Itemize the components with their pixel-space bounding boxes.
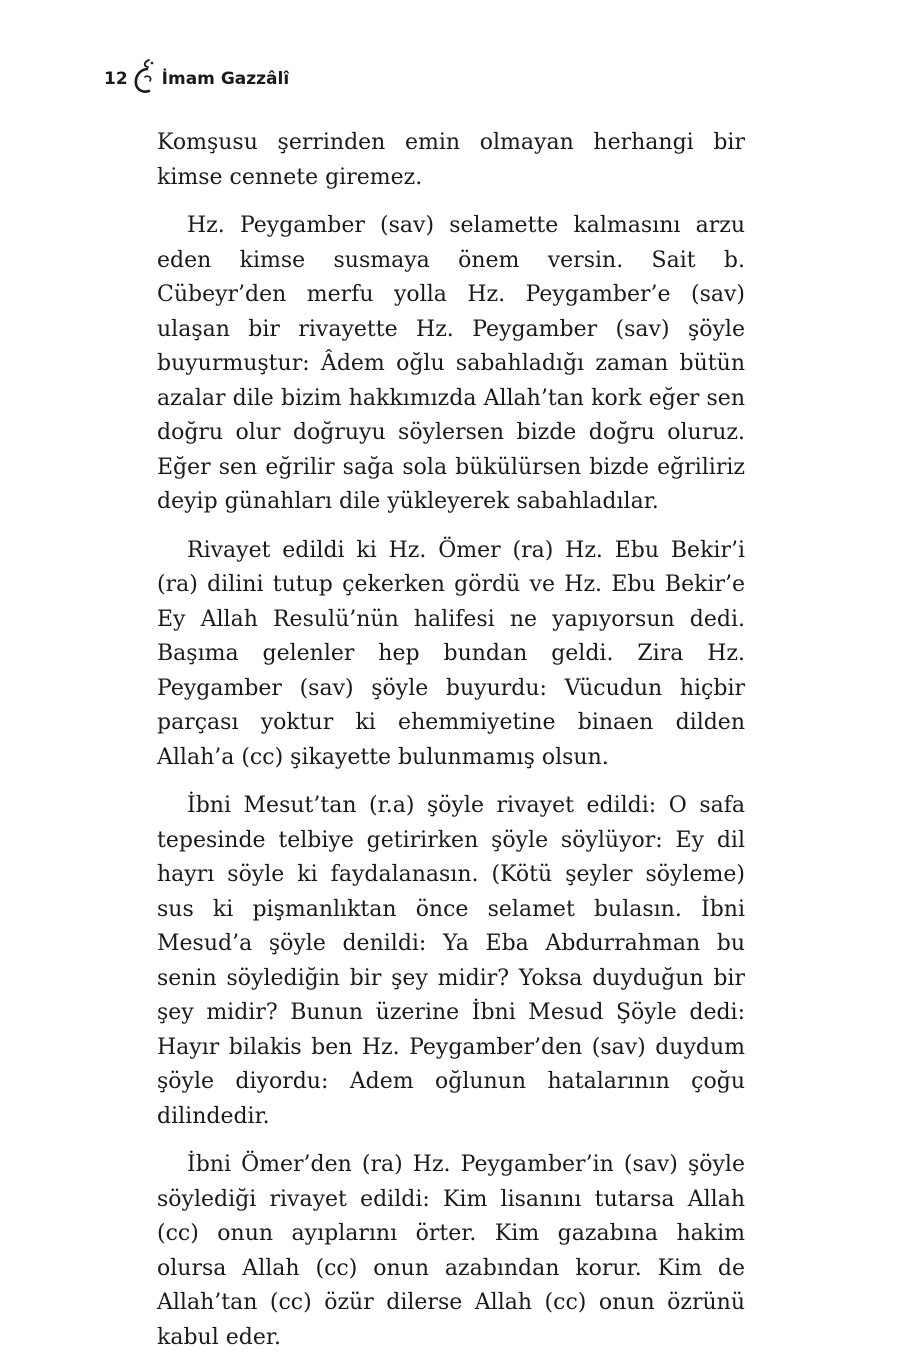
running-header [104,56,289,96]
paragraph-3: Rivayet edildi ki Hz. Ömer (ra) Hz. Ebu Bekir’i (ra) dilini tutup çekerken gördü ve Hz. Ebu Bekir’e Ey Allah Resulü’nün halifesi ne yapıyorsun dedi. Başıma gelenler hep bundan geldi. Zira Hz. Peygamber (sav) şöyle buyurdu: Vücudun hiçbir parçası yoktur ki ehemmiyetine binaen dilden Allah’a (cc) şikayette bulunmamış olsun. [157,537,745,770]
book-title: İmam Gazzâlî [161,69,290,89]
paragraph-2: Hz. Peygamber (sav) selamette kalmasını arzu eden kimse susmaya önem versin. Sait b. Cübeyr’den merfu yolla Hz. Peygamber’e (sav) ulaşan bir rivayette Hz. Peygamber (sav) şöyle buyurmuştur: Âdem oğlu sabahladığı zaman bütün azalar dile bizim hakkımızda Allah’tan kork eğer sen doğru olur doğruyu söylersen bizde doğru oluruz. Eğer sen eğrilir sağa sola bükülürsen bizde eğriliriz deyip günahları dile yükleyerek sabahladılar. [157,213,745,514]
paragraph-1: Komşusu şerrinden emin olmayan herhangi bir kimse cennete giremez. [157,130,745,190]
calligraphy-ornament-icon [130,56,160,96]
page-body [157,126,745,1369]
paragraph-4: İbni Mesut’tan (r.a) şöyle rivayet edildi: O safa tepesinde telbiye getirirken şöyle söylüyor: Ey dil hayrı söyle ki faydalanasın. (Kötü şeyler söyleme) sus ki pişmanlıktan önce selamet bulasın. İbni Mesud’a şöyle denildi: Ya Eba Abdurrahman bu senin söylediğin bir şey midir? Yoksa duyduğun bir şey midir? Bunun üzerine İbni Mesud Şöyle dedi: Hayır bilakis ben Hz. Peygamber’den (sav) duydum şöyle diyordu: Adem oğlunun hatalarının çoğu dilindedir. [157,793,745,1129]
paragraph-5: İbni Ömer’den (ra) Hz. Peygamber’in (sav) şöyle söylediği rivayet edildi: Kim lisanını tutarsa Allah (cc) onun ayıplarını örter. Kim gazabına hakim olursa Allah (cc) onun azabından korur. Kim de Allah’tan (cc) özür dilerse Allah (cc) onun özrünü kabul eder. [157,1152,745,1350]
page-number: 12 [104,69,128,89]
